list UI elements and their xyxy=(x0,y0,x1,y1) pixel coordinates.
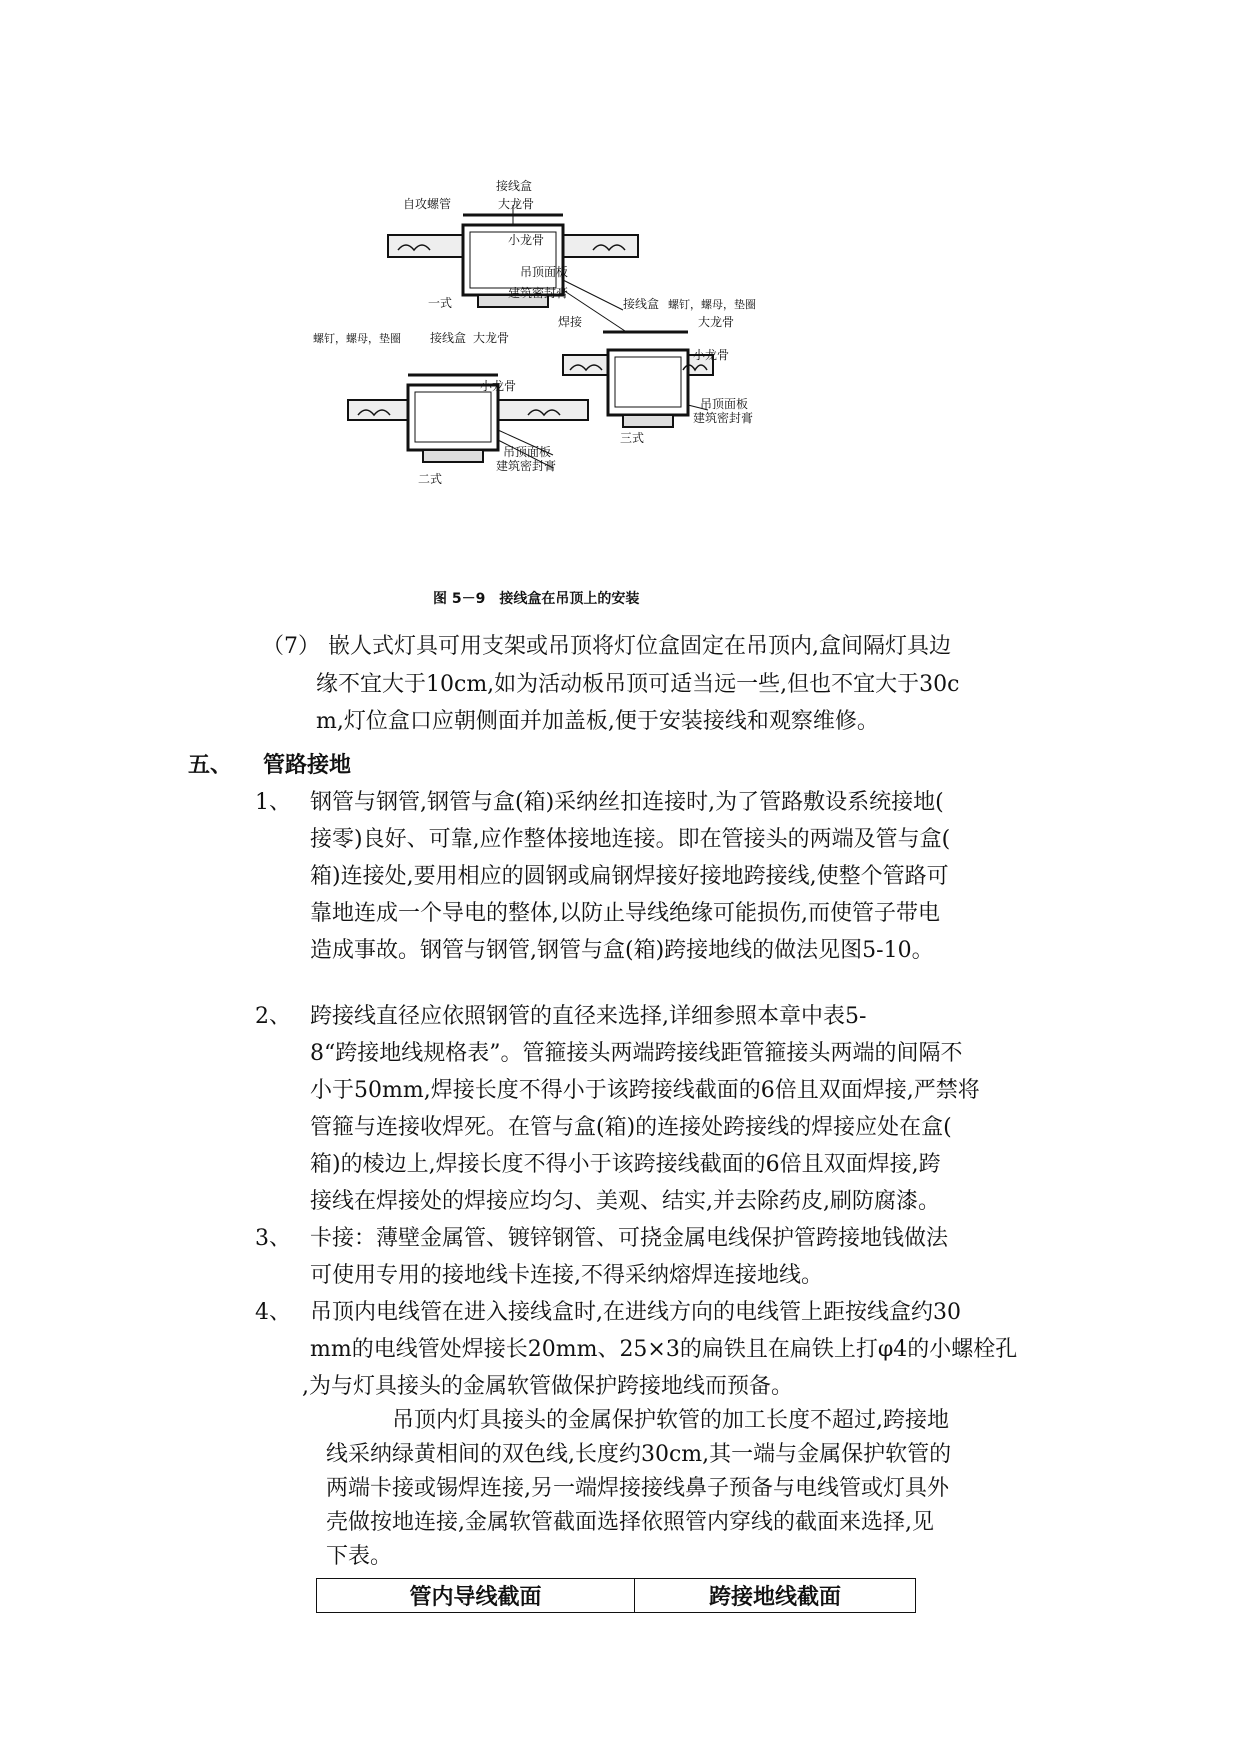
item-1-number: 1、 xyxy=(255,790,291,815)
d1-label-box: 接线盒 xyxy=(496,179,533,193)
diagram-style-1 xyxy=(388,205,638,333)
d3-label-panel: 吊顶面板 xyxy=(700,397,749,411)
item-4-line-2: mm的电线管处焊接长20mm、25×3的扁铁且在扁铁上打φ4的小螺栓孔 xyxy=(310,1337,1018,1362)
d3-style-label: 三式 xyxy=(620,431,645,445)
d2-label-main-keel: 大龙骨 xyxy=(473,331,510,345)
item-1-line-1: 钢管与钢管,钢管与盒(箱)采纳丝扣连接时,为了管路敷设系统接地( xyxy=(310,790,944,815)
item-3-line-2: 可使用专用的接地线卡连接,不得采纳熔焊连接地线。 xyxy=(310,1263,823,1288)
d2-label-box: 接线盒 xyxy=(430,331,467,345)
para-extra-line-2: 线采纳绿黄相间的双色线,长度约30cm,其一端与金属保护软管的 xyxy=(326,1442,952,1467)
item-4-line-1: 吊顶内电线管在进入接线盒时,在进线方向的电线管上距按线盒约30 xyxy=(310,1300,961,1325)
item-1-line-3: 箱)连接处,要用相应的圆钢或扁钢焊接好接地跨接线,使整个管路可 xyxy=(310,864,949,889)
item-3-number: 3、 xyxy=(255,1226,291,1251)
figure-junction-box-installation xyxy=(313,150,938,620)
d3-label-screws: 螺钉，螺母，垫圈 xyxy=(668,298,756,311)
item-2-line-5: 箱)的棱边上,焊接长度不得小于该跨接线截面的6倍且双面焊接,跨 xyxy=(310,1152,941,1177)
d2-label-screws: 螺钉，螺母，垫圈 xyxy=(313,332,401,345)
section-5-number: 五、 xyxy=(188,753,233,778)
d2-label-sub-keel: 小龙骨 xyxy=(480,379,517,393)
d1-label-sealant: 建筑密封膏 xyxy=(508,286,569,300)
item-2-line-2: 8“跨接地线规格表”。管箍接头两端跨接线距管箍接头两端的间隔不 xyxy=(310,1041,963,1066)
item-7-line-3: m,灯位盒口应朝侧面并加盖板,便于安装接线和观察维修。 xyxy=(316,709,879,734)
d1-label-sub-keel: 小龙骨 xyxy=(508,233,545,247)
d2-label-sealant: 建筑密封膏 xyxy=(496,459,557,473)
item-2-line-1: 跨接线直径应依照钢管的直径来选择,详细参照本章中表5- xyxy=(310,1004,867,1029)
item-7-number: （7） xyxy=(262,634,320,659)
table-header-row xyxy=(317,1579,916,1613)
d3-label-box: 接线盒 xyxy=(623,297,660,311)
d3-label-main-keel: 大龙骨 xyxy=(698,315,735,329)
d1-label-panel: 吊顶面板 xyxy=(520,265,569,279)
d3-label-sealant: 建筑密封膏 xyxy=(693,411,754,425)
d2-label-panel: 吊顶面板 xyxy=(503,445,552,459)
para-extra-line-1: 吊顶内灯具接头的金属保护软管的加工长度不超过,跨接地 xyxy=(392,1408,949,1433)
item-7-line-1: 嵌人式灯具可用支架或吊顶将灯位盒固定在吊顶内,盒间隔灯具边 xyxy=(328,634,951,659)
item-2-number: 2、 xyxy=(255,1004,291,1029)
item-4-line-3: ,为与灯具接头的金属软管做保护跨接地线而预备。 xyxy=(302,1374,793,1399)
d1-label-screw: 自攻螺管 xyxy=(403,197,452,211)
para-extra-line-5: 下表。 xyxy=(326,1544,393,1569)
table-header-conductor-section: 管内导线截面 xyxy=(317,1579,635,1613)
diagram-style-2 xyxy=(348,375,588,468)
item-2-line-4: 管箍与连接收焊死。在管与盒(箱)的连接处跨接线的焊接应处在盒( xyxy=(310,1115,952,1140)
installation-diagram xyxy=(313,150,938,620)
figure-caption: 图 5－9 接线盒在吊顶上的安装 xyxy=(433,591,640,607)
item-7-line-2: 缘不宜大于10cm,如为活动板吊顶可适当远一些,但也不宜大于30c xyxy=(316,672,960,697)
para-extra-line-3: 两端卡接或锡焊连接,另一端焊接接线鼻子预备与电线管或灯具外 xyxy=(326,1476,949,1501)
item-1-line-5: 造成事故。钢管与钢管,钢管与盒(箱)跨接地线的做法见图5-10。 xyxy=(310,938,934,963)
d1-style-label: 一式 xyxy=(428,296,453,310)
d3-label-sub-keel: 小龙骨 xyxy=(693,348,730,362)
item-4-number: 4、 xyxy=(255,1300,291,1325)
table-header-ground-section: 跨接地线截面 xyxy=(635,1579,916,1613)
item-2-line-6: 接线在焊接处的焊接应均匀、美观、结实,并去除药皮,刷防腐漆。 xyxy=(310,1189,940,1214)
item-1-line-2: 接零)良好、可靠,应作整体接地连接。即在管接头的两端及管与盒( xyxy=(310,827,951,852)
item-1-line-4: 靠地连成一个导电的整体,以防止导线绝缘可能损伤,而使管子带电 xyxy=(310,901,940,926)
ground-wire-table xyxy=(316,1578,916,1613)
d3-label-weld: 焊接 xyxy=(558,315,583,329)
para-extra-line-4: 壳做按地连接,金属软管截面选择依照管内穿线的截面来选择,见 xyxy=(326,1510,934,1535)
d1-label-main-keel: 大龙骨 xyxy=(498,197,535,211)
d2-style-label: 二式 xyxy=(418,472,443,486)
item-2-line-3: 小于50mm,焊接长度不得小于该跨接线截面的6倍且双面焊接,严禁将 xyxy=(310,1078,980,1103)
item-3-line-1: 卡接：薄壁金属管、镀锌钢管、可挠金属电线保护管跨接地钱做法 xyxy=(310,1226,949,1251)
section-5-title: 管路接地 xyxy=(263,753,352,778)
